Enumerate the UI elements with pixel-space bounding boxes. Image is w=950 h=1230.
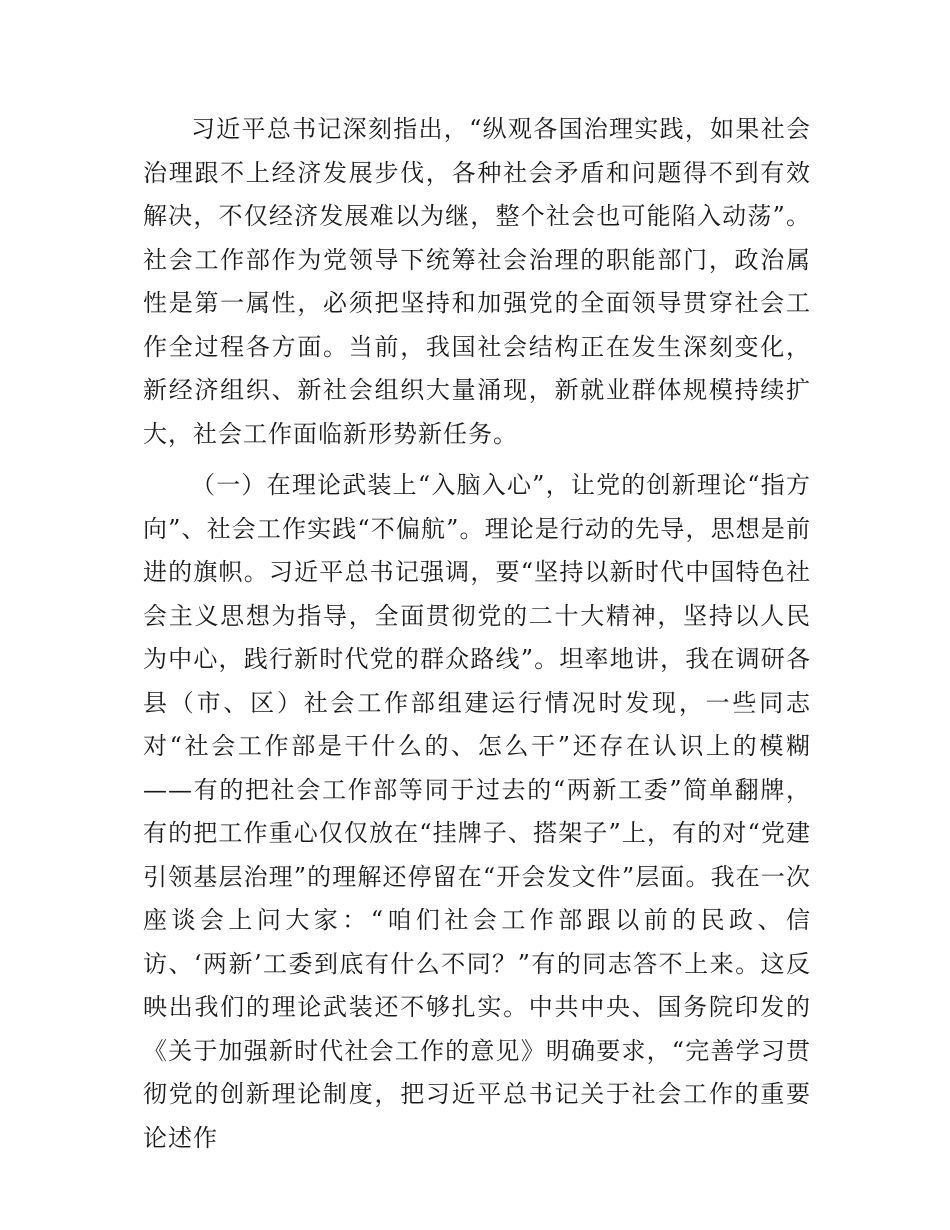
body-text	[143, 108, 811, 1160]
paragraph-intro: 习近平总书记深刻指出，“纵观各国治理实践，如果社会治理跟不上经济发展步伐，各种社会矛盾和问题得不到有效解决，不仅经济发展难以为继，整个社会也可能陷入动荡”。社会工作部作为党领导下统筹社会治理的职能部门，政治属性是第一属性，必须把坚持和加强党的全面领导贯穿社会工作全过程各方面。当前，我国社会结构正在发生深刻变化，新经济组织、新社会组织大量涌现，新就业群体规模持续扩大，社会工作面临新形势新任务。	[143, 115, 811, 448]
paragraph-section-one: （一）在理论武装上“入脑入心”，让党的创新理论“指方向”、社会工作实践“不偏航”。理论是行动的先导，思想是前进的旗帜。习近平总书记强调，要“坚持以新时代中国特色社会主义思想为指导，全面贯彻党的二十大精神，坚持以人民为中心，践行新时代党的群众路线”。坦率地讲，我在调研各县（市、区）社会工作部组建运行情况时发现，一些同志对“社会工作部是干什么的、怎么干”还存在认识上的模糊——有的把社会工作部等同于过去的“两新工委”简单翻牌，有的把工作重心仅仅放在“挂牌子、搭架子”上，有的对“党建引领基层治理”的理解还停留在“开会发文件”层面。我在一次座谈会上问大家：“咱们社会工作部跟以前的民政、信访、‘两新’工委到底有什么不同？”有的同志答不上来。这反映出我们的理论武装还不够扎实。中共中央、国务院印发的《关于加强新时代社会工作的意见》明确要求，“完善学习贯彻党的创新理论制度，把习近平总书记关于社会工作的重要论述作	[143, 471, 811, 1152]
